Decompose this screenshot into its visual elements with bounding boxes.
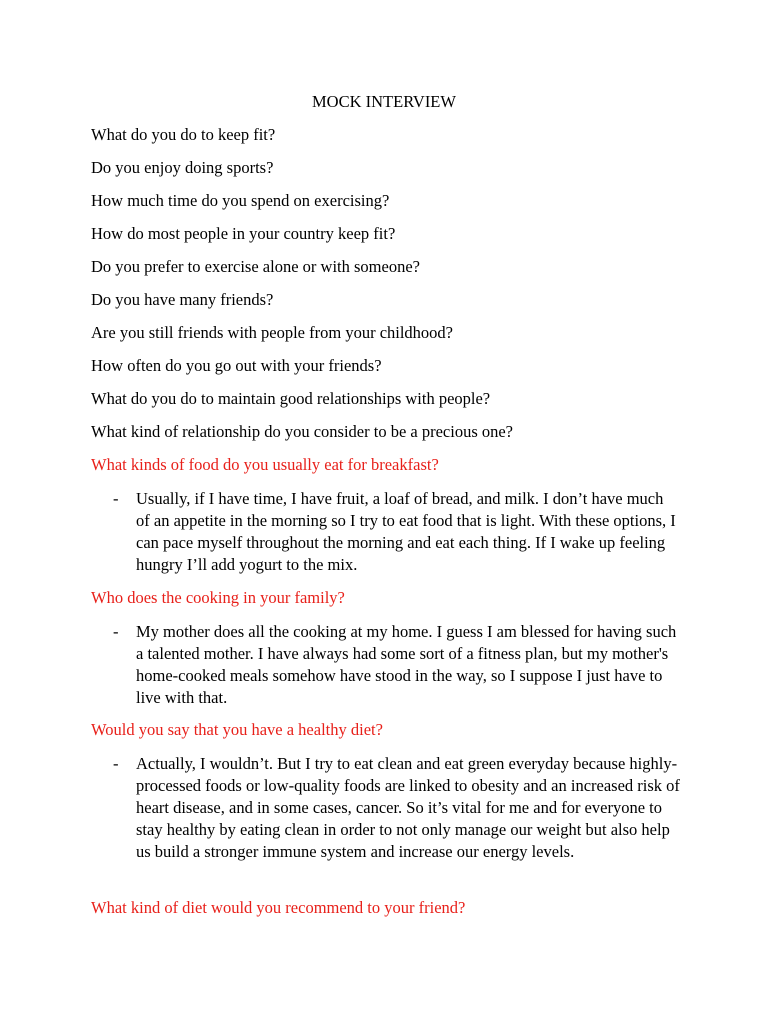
list-item: How often do you go out with your friends?: [91, 356, 382, 375]
list-item: What do you do to keep fit?: [91, 125, 276, 144]
qa-block-breakfast: [91, 454, 708, 576]
answer-item: [91, 753, 708, 863]
red-question: Who does the cooking in your family?: [91, 588, 345, 607]
list-item: Do you enjoy doing sports?: [91, 158, 274, 177]
list-item: What kind of relationship do you consider to be a precious one?: [91, 422, 514, 441]
list-item: How do most people in your country keep fit?: [91, 224, 396, 243]
page-title: MOCK INTERVIEW: [312, 92, 456, 111]
list-item: What do you do to maintain good relationships with people?: [91, 389, 491, 408]
red-question: What kinds of food do you usually eat for breakfast?: [91, 455, 439, 474]
answer-text: Actually, I wouldn’t. But I try to eat clean and eat green everyday because highly-processed foods or low-quality foods are linked to obesity and an increased risk of heart disease, and in some cases, cancer. So it’s vital for me and for everyone to stay healthy by eating clean in order to not only manage our weight but also help us build a stronger immune system and increase our energy levels.: [136, 754, 680, 861]
qa-block-cooking: [91, 587, 708, 709]
qa-block-recommend-diet: [91, 897, 708, 919]
question-list: [91, 124, 513, 454]
dash-bullet: -: [113, 754, 119, 773]
dash-bullet: -: [113, 489, 119, 508]
list-item: Are you still friends with people from your childhood?: [91, 323, 454, 342]
red-question: What kind of diet would you recommend to your friend?: [91, 898, 466, 917]
list-item: Do you prefer to exercise alone or with someone?: [91, 257, 420, 276]
answer-text: My mother does all the cooking at my home. I guess I am blessed for having such a talented mother. I have always had some sort of a fitness plan, but my mother's home-cooked meals somehow have stood in the way, so I suppose I just have to live with that.: [136, 622, 677, 707]
answer-text: Usually, if I have time, I have fruit, a loaf of bread, and milk. I don’t have much of an appetite in the morning so I try to eat food that is light. With these options, I can pace myself throughout the morning and eat each thing. If I wake up feeling hungry I’ll add yogurt to the mix.: [136, 489, 676, 574]
list-item: How much time do you spend on exercising?: [91, 191, 390, 210]
answer-item: [91, 621, 708, 709]
qa-block-healthy-diet: [91, 719, 708, 863]
red-question: Would you say that you have a healthy diet?: [91, 720, 383, 739]
dash-bullet: -: [113, 622, 119, 641]
list-item: Do you have many friends?: [91, 290, 274, 309]
answer-item: [91, 488, 708, 576]
